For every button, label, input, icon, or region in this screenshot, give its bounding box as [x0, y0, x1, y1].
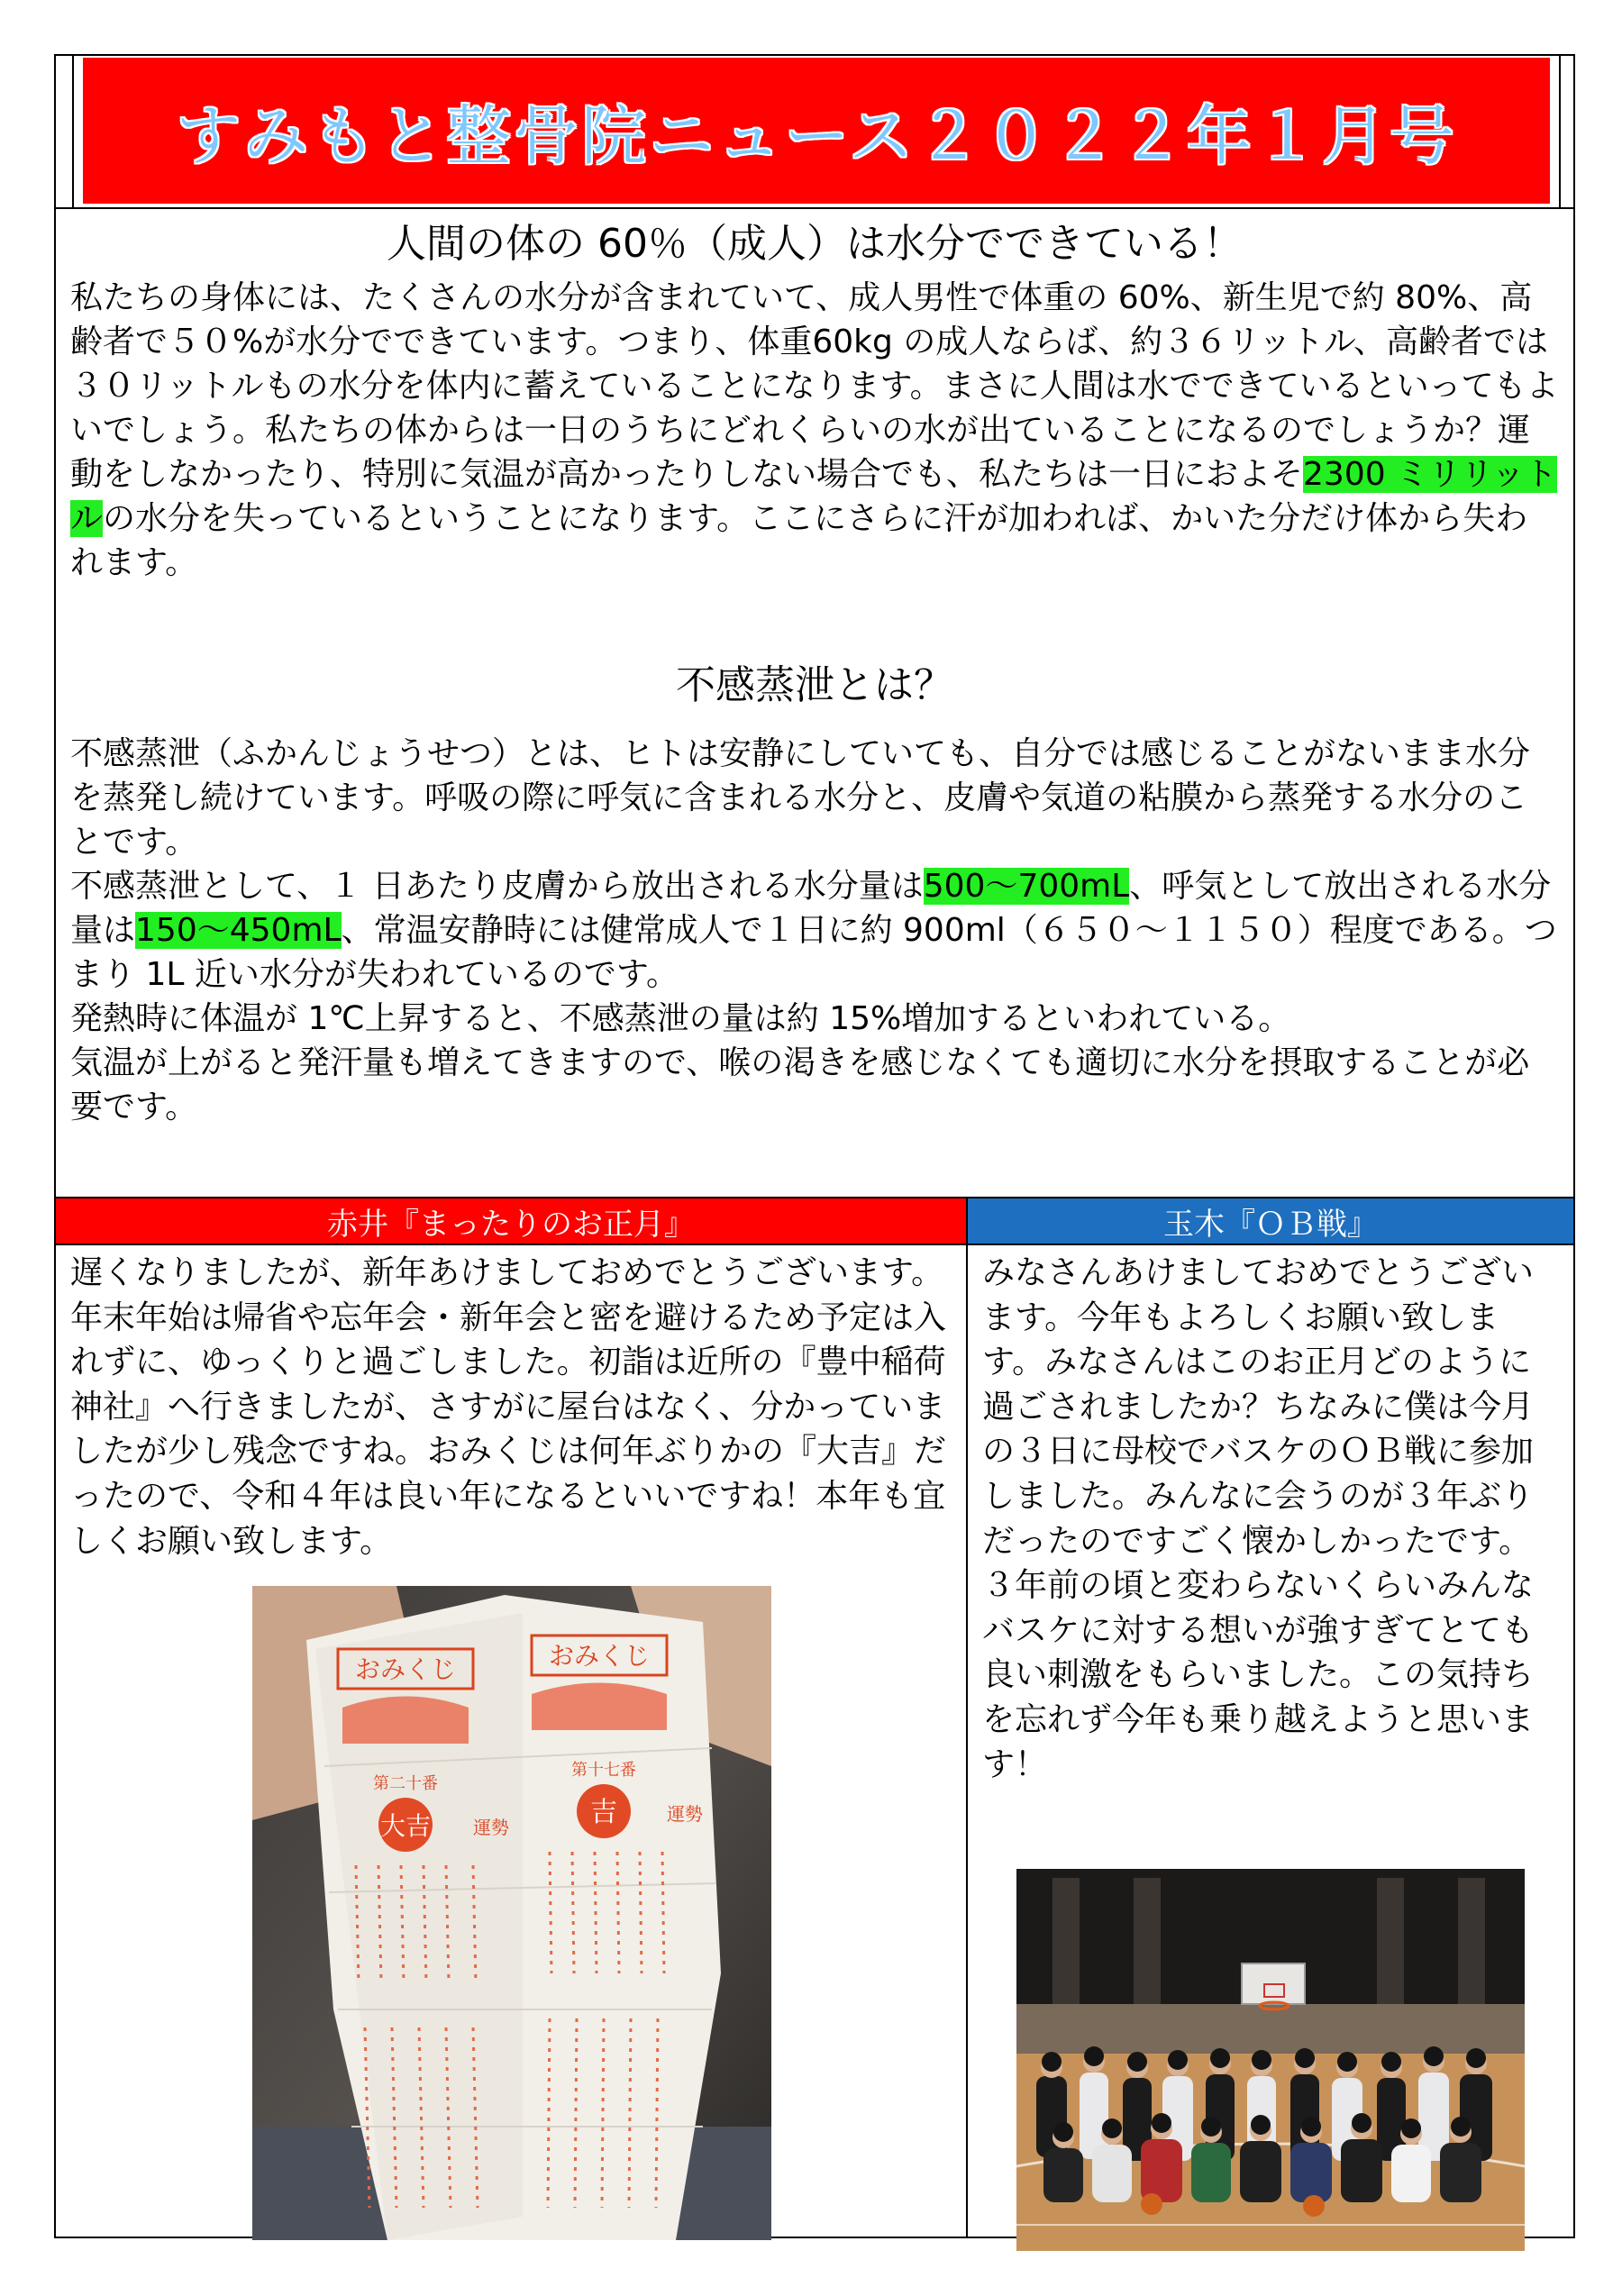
omikuji-photo: [252, 1586, 771, 2240]
section-body: 私たちの身体には、たくさんの水分が含まれていて、成人男性で体重の 60%、新生児で約 80%、高齢者で５０%が水分でできています。つまり、体重60kg の成人ならば、約３６リットル、高齢者では３０リットルもの水分を体内に蓄えていることになります。まさに人間は水でできているといってもよいでしょう。私たちの体からは一日のうちにどれくらいの水が出ていることになるのでしょうか？運動をしなかったり、特別に気温が高かったりしない場合でも、私たちは一日におよそ2300 ミリリットルの水分を失っているということになります。ここにさらに汗が加われば、かいた分だけ体から失われます。: [70, 279, 1559, 581]
fortune-kichi: 吉: [590, 1797, 617, 1828]
highlight-skin-loss: 500～700mL: [923, 868, 1130, 905]
newsletter-title: すみもと整骨院ニュース２０２２年１月号: [176, 98, 1457, 174]
section-heading: 人間の体の 60％（成人）は水分でできている！: [387, 221, 1243, 267]
highlight-breath-loss: 150～450mL: [135, 912, 342, 949]
unsei-label: 運勢: [667, 1803, 703, 1825]
column-header-tamaki: 玉木『ＯＢ戦』: [968, 1198, 1573, 1244]
section-paragraph: 発熱時に体温が 1℃上昇すると、不感蒸泄の量は約 15%増加するといわれている。: [70, 1000, 1291, 1037]
column-divider: [966, 1198, 968, 2237]
omikuji-label-right: おみくじ: [548, 1641, 651, 1671]
section-water: [70, 216, 1559, 585]
omikuji-illustration: [252, 1586, 771, 2240]
columns: [56, 1198, 1573, 2237]
section-insensible-loss: [70, 658, 1559, 1129]
title-banner: [83, 58, 1550, 204]
column-body-tamaki: みなさんあけましておめでとうございます。今年もよろしくお願い致します。みなさんはこのお正月どのように過ごされましたか？ちなみに僕は今月の３日に母校でバスケのＯＢ戦に参加しました。みんなに会うのが３年ぶりだったのですごく懐かしかったです。３年前の頃と変わらないくらいみんなバスケに対する想いが強すぎてとても良い刺激をもらいました。この気持ちを忘れず今年も乗り越えようと思います！: [982, 1254, 1535, 1783]
omikuji-number-left: 第二十番: [373, 1774, 438, 1793]
section-paragraph: 不感蒸泄として、１ 日あたり皮膚から放出される水分量は500～700mL、呼気として放出される水分量は150～450mL、常温安静時には健常成人で１日に約 900ml（６５０～１１５０）程度である。つまり 1L 近い水分が失われているのです。: [70, 868, 1557, 993]
section-heading: 不感蒸泄とは？: [676, 662, 953, 708]
omikuji-label-left: おみくじ: [354, 1654, 457, 1684]
unsei-label: 運勢: [473, 1817, 509, 1838]
section-paragraph: 不感蒸泄（ふかんじょうせつ）とは、ヒトは安静にしていても、自分では感じることがないまま水分を蒸発し続けています。呼吸の際に呼気に含まれる水分と、皮膚や気道の粘膜から蒸発する水分のことです。: [70, 735, 1531, 861]
basketball-team-photo: [1016, 1869, 1525, 2251]
title-banner-frame: [72, 56, 1561, 207]
omikuji-number-right: 第十七番: [571, 1761, 636, 1780]
column-body-akai: 遅くなりましたが、新年あけましておめでとうございます。年末年始は帰省や忘年会・新年会と密を避けるため予定は入れずに、ゆっくりと過ごしました。初詣は近所の『豊中稲荷神社』へ行きましたが、さすがに屋台はなく、分かっていましたが少し残念ですね。おみくじは何年ぶりかの『大吉』だったので、令和４年は良い年になるといいですね！本年も宜しくお願い致します。: [70, 1254, 947, 1560]
basketball-team-illustration: [1016, 1869, 1525, 2251]
divider: [56, 1244, 1573, 1245]
fortune-daikichi: 大吉: [379, 1811, 432, 1841]
divider: [56, 207, 1573, 209]
newsletter-page: [54, 54, 1575, 2238]
column-header-akai: 赤井『まったりのお正月』: [56, 1198, 966, 1244]
highlight-2300ml: 2300 ミリリットル: [70, 456, 1557, 537]
section-paragraph: 気温が上がると発汗量も増えてきますので、喉の渇きを感じなくても適切に水分を摂取することが必要です。: [70, 1044, 1530, 1125]
